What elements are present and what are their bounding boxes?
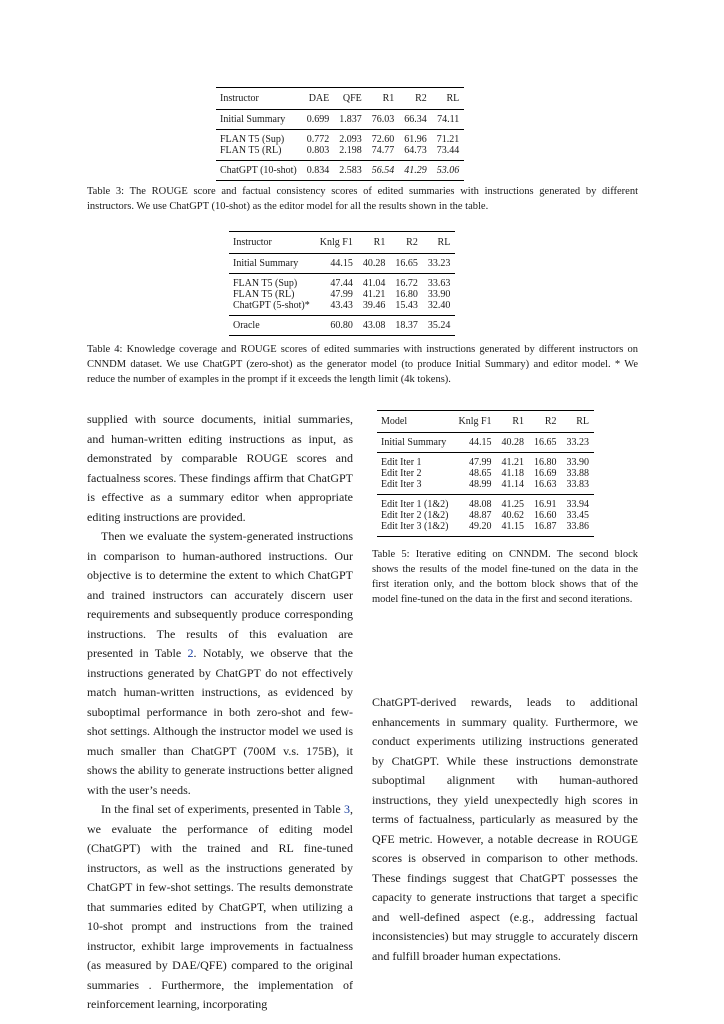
table-cell: Edit Iter 3 (1&2) [381,521,449,532]
table-row [229,300,455,316]
table-cell: 1.837 [339,114,362,125]
table-cell: 43.43 [330,300,353,311]
table-header-row [216,88,464,110]
table-cell: 33.90 [566,457,590,468]
table-4-caption: Table 4: Knowledge coverage and ROUGE scores of edited summaries with instructions generated by different instructors on CNNDM dataset. We use ChatGPT (zero-shot) as the generator model (to produce Initial Summary) and editor model. * We reduce the number of examples in the prompt if it exceeds the length limit (4k tokens). [87,344,638,385]
table-5 [377,410,594,537]
table-cell: 41.14 [501,479,525,490]
table-cell: 33.88 [566,468,590,479]
table-cell: 48.99 [469,479,492,490]
table-cell: 16.80 [534,457,557,468]
table-cell: 66.34 [404,114,427,125]
table-cell: 41.25 [501,499,525,510]
table-cell: 44.15 [330,258,353,269]
table-cell: 2.093 [339,134,362,145]
table-row [377,468,594,479]
table-cell: 35.24 [427,320,451,331]
table-row [216,161,464,181]
table-cell: 48.65 [469,468,492,479]
table-cell: 60.80 [330,320,353,331]
body-paragraph [87,800,353,1015]
column-header: DAE [308,93,330,104]
table-cell: 16.80 [395,289,418,300]
column-header: R1 [512,416,525,427]
table-cell: 44.15 [469,437,492,448]
table-row [229,274,455,290]
table-cell: Edit Iter 2 (1&2) [381,510,449,521]
table-cell: Edit Iter 2 [381,468,422,479]
table-cell: 0.772 [306,134,330,145]
table-cell: 74.11 [437,114,460,125]
table-cell: 61.96 [404,134,427,145]
table-cell: 33.45 [566,510,590,521]
table-row [229,289,455,300]
table-cell: 56.54 [371,165,395,176]
table-cell: ChatGPT (10-shot) [220,165,297,176]
table-cell: 16.72 [395,278,418,289]
table-cell: Initial Summary [381,437,447,448]
table-cell: 47.99 [469,457,492,468]
table-cell: Edit Iter 1 [381,457,422,468]
paragraph-text: Then we evaluate the system-generated instructions in comparison to human-authored instructions. Our objective is to determine the extent to which ChatGPT and trained instructors can accurately discern user requirements and subsequently produce corresponding instructions. The results of this evaluation are presented in Table [87,529,353,660]
table-row [216,145,464,161]
table-cell: 16.63 [534,479,557,490]
table-cell: 33.83 [566,479,590,490]
paragraph-text: . Notably, we observe that the instructions generated by ChatGPT do not effectively match human-written instructions, as evidenced by suboptimal performance in both zero-shot and few-shot settings. Although the instructor model we used is much smaller than ChatGPT (700M v.s. 175B), it shows the ability to generate instructions better aligned with the user’s needs. [87,646,353,797]
table-cell: 41.04 [362,278,386,289]
column-header: R2 [406,237,418,248]
table-cell: Edit Iter 3 [381,479,422,490]
table-cell: 76.03 [371,114,395,125]
table-cell: 41.21 [501,457,525,468]
table-cell: 18.37 [395,320,418,331]
left-column [87,410,353,1015]
table-cell: 33.63 [427,278,451,289]
table-cell: ChatGPT (5-shot)* [233,300,310,311]
column-header: Instructor [233,237,272,248]
table-cell: 16.91 [534,499,557,510]
table-cell: 41.15 [501,521,525,532]
table-header-row [377,411,594,433]
table-cell: 33.90 [427,289,451,300]
table-3 [216,87,464,181]
table-cell: 40.28 [362,258,386,269]
table-cell: 43.08 [362,320,386,331]
right-column [372,693,638,966]
body-paragraph [87,527,353,800]
table-row [377,479,594,495]
table-cell: 47.99 [330,289,353,300]
table-cell: FLAN T5 (RL) [220,145,282,156]
table-5-caption: Table 5: Iterative editing on CNNDM. The second block shows the results of the model fine-tuned on the data in the first iteration only, and the bottom block shows that of the model fine-tuned on the data in the first and second iterations. [372,549,638,605]
table-cell: Oracle [233,320,260,331]
table-cell: 0.834 [306,165,330,176]
column-header: R2 [415,93,427,104]
column-header: R1 [373,237,386,248]
table-cell: 16.60 [534,510,557,521]
column-header: Model [381,416,408,427]
table-cell: 48.87 [469,510,492,521]
table-cell: 47.44 [330,278,353,289]
table-row [216,110,464,130]
body-paragraph: ChatGPT-derived rewards, leads to additional enhancements in summary quality. Furthermore, we conduct experiments utilizing instructions generated by ChatGPT. While these instructions demonstrate suboptimal alignment with human-authored instructions, they yield unexpectedly high scores in terms of factualness, particularly as measured by the QFE metric. However, a notable decrease in ROUGE scores is observed in comparison to other methods. These findings suggest that ChatGPT possesses the capacity to generate instructions that target a specific and well-defined aspect (e.g., addressing factual inconsistencies) but may struggle to accurately discern and fulfill broader human expectations. [372,695,638,963]
table-cell: 33.86 [566,521,590,532]
table-row [216,130,464,146]
table-cell: 15.43 [395,300,418,311]
table-cell: 16.69 [534,468,557,479]
table-header-row [229,232,455,254]
table-cell: 74.77 [371,145,395,156]
table-cell: Initial Summary [220,114,286,125]
table-reference-link[interactable]: 3 [344,802,350,816]
table-cell: 71.21 [436,134,460,145]
table-cell: 39.46 [362,300,386,311]
table-cell: 53.06 [436,165,460,176]
table-cell: 33.23 [566,437,590,448]
table-cell: 41.29 [404,165,427,176]
column-header: Knlg F1 [458,416,492,427]
table-cell: Initial Summary [233,258,299,269]
table-cell: 33.23 [427,258,451,269]
table-cell: 41.18 [501,468,525,479]
table-cell: 48.08 [469,499,492,510]
table-cell: 0.803 [306,145,330,156]
table-cell: 2.583 [339,165,362,176]
table-3-caption: Table 3: The ROUGE score and factual consistency scores of edited summaries with instructions generated by different instructors. We use ChatGPT (10-shot) as the editor model for all the results shown in the table. [87,186,638,212]
table-cell: 32.40 [427,300,451,311]
table-row [377,495,594,511]
column-header: QFE [342,93,362,104]
column-header: Instructor [220,93,259,104]
table-cell: FLAN T5 (Sup) [233,278,298,289]
column-header: R2 [544,416,557,427]
table-cell: FLAN T5 (RL) [233,289,295,300]
table-cell: 73.44 [436,145,460,156]
table-cell: 40.62 [501,510,525,521]
table-cell: FLAN T5 (Sup) [220,134,285,145]
table-cell: 49.20 [469,521,492,532]
table-cell: 16.65 [534,437,557,448]
table-row [229,254,455,274]
body-paragraph: supplied with source documents, initial summaries, and human-written editing instructions as input, as demonstrated by comparable ROUGE scores and factualness scores. These findings affirm that ChatGPT is effective as a summary editor when appropriate editing instructions are provided. [87,412,353,524]
column-header: Knlg F1 [319,237,353,248]
table-cell: 16.87 [534,521,557,532]
column-header: R1 [382,93,395,104]
table-cell: 72.60 [371,134,395,145]
table-row [377,510,594,521]
table-cell: 2.198 [339,145,362,156]
table-cell: 64.73 [404,145,427,156]
table-row [377,521,594,537]
table-cell: 16.65 [395,258,418,269]
table-4 [229,231,455,336]
paragraph-text: , we evaluate the performance of editing model (ChatGPT) with the trained and RL fine-tuned instructors, as well as the instructions generated by ChatGPT in few-shot settings. The results demonstrate that summaries edited by ChatGPT, when utilizing a 10-shot prompt and instructions from the trained instructor, exhibit large improvements in factualness (as measured by DAE/QFE) compared to the original summaries . Furthermore, the implementation of reinforcement learning, incorporating [87,802,353,1011]
table-cell: Edit Iter 1 (1&2) [381,499,449,510]
table-cell: 41.21 [362,289,386,300]
column-header: RL [437,237,451,248]
table-cell: 0.699 [306,114,330,125]
table-reference-link[interactable]: 2 [187,646,194,660]
table-row [377,433,594,453]
paragraph-text: In the final set of experiments, presented in Table [101,802,344,816]
column-header: RL [576,416,590,427]
column-header: RL [446,93,460,104]
table-row [377,453,594,469]
table-cell: 33.94 [566,499,590,510]
table-cell: 40.28 [501,437,525,448]
table-row [229,316,455,336]
